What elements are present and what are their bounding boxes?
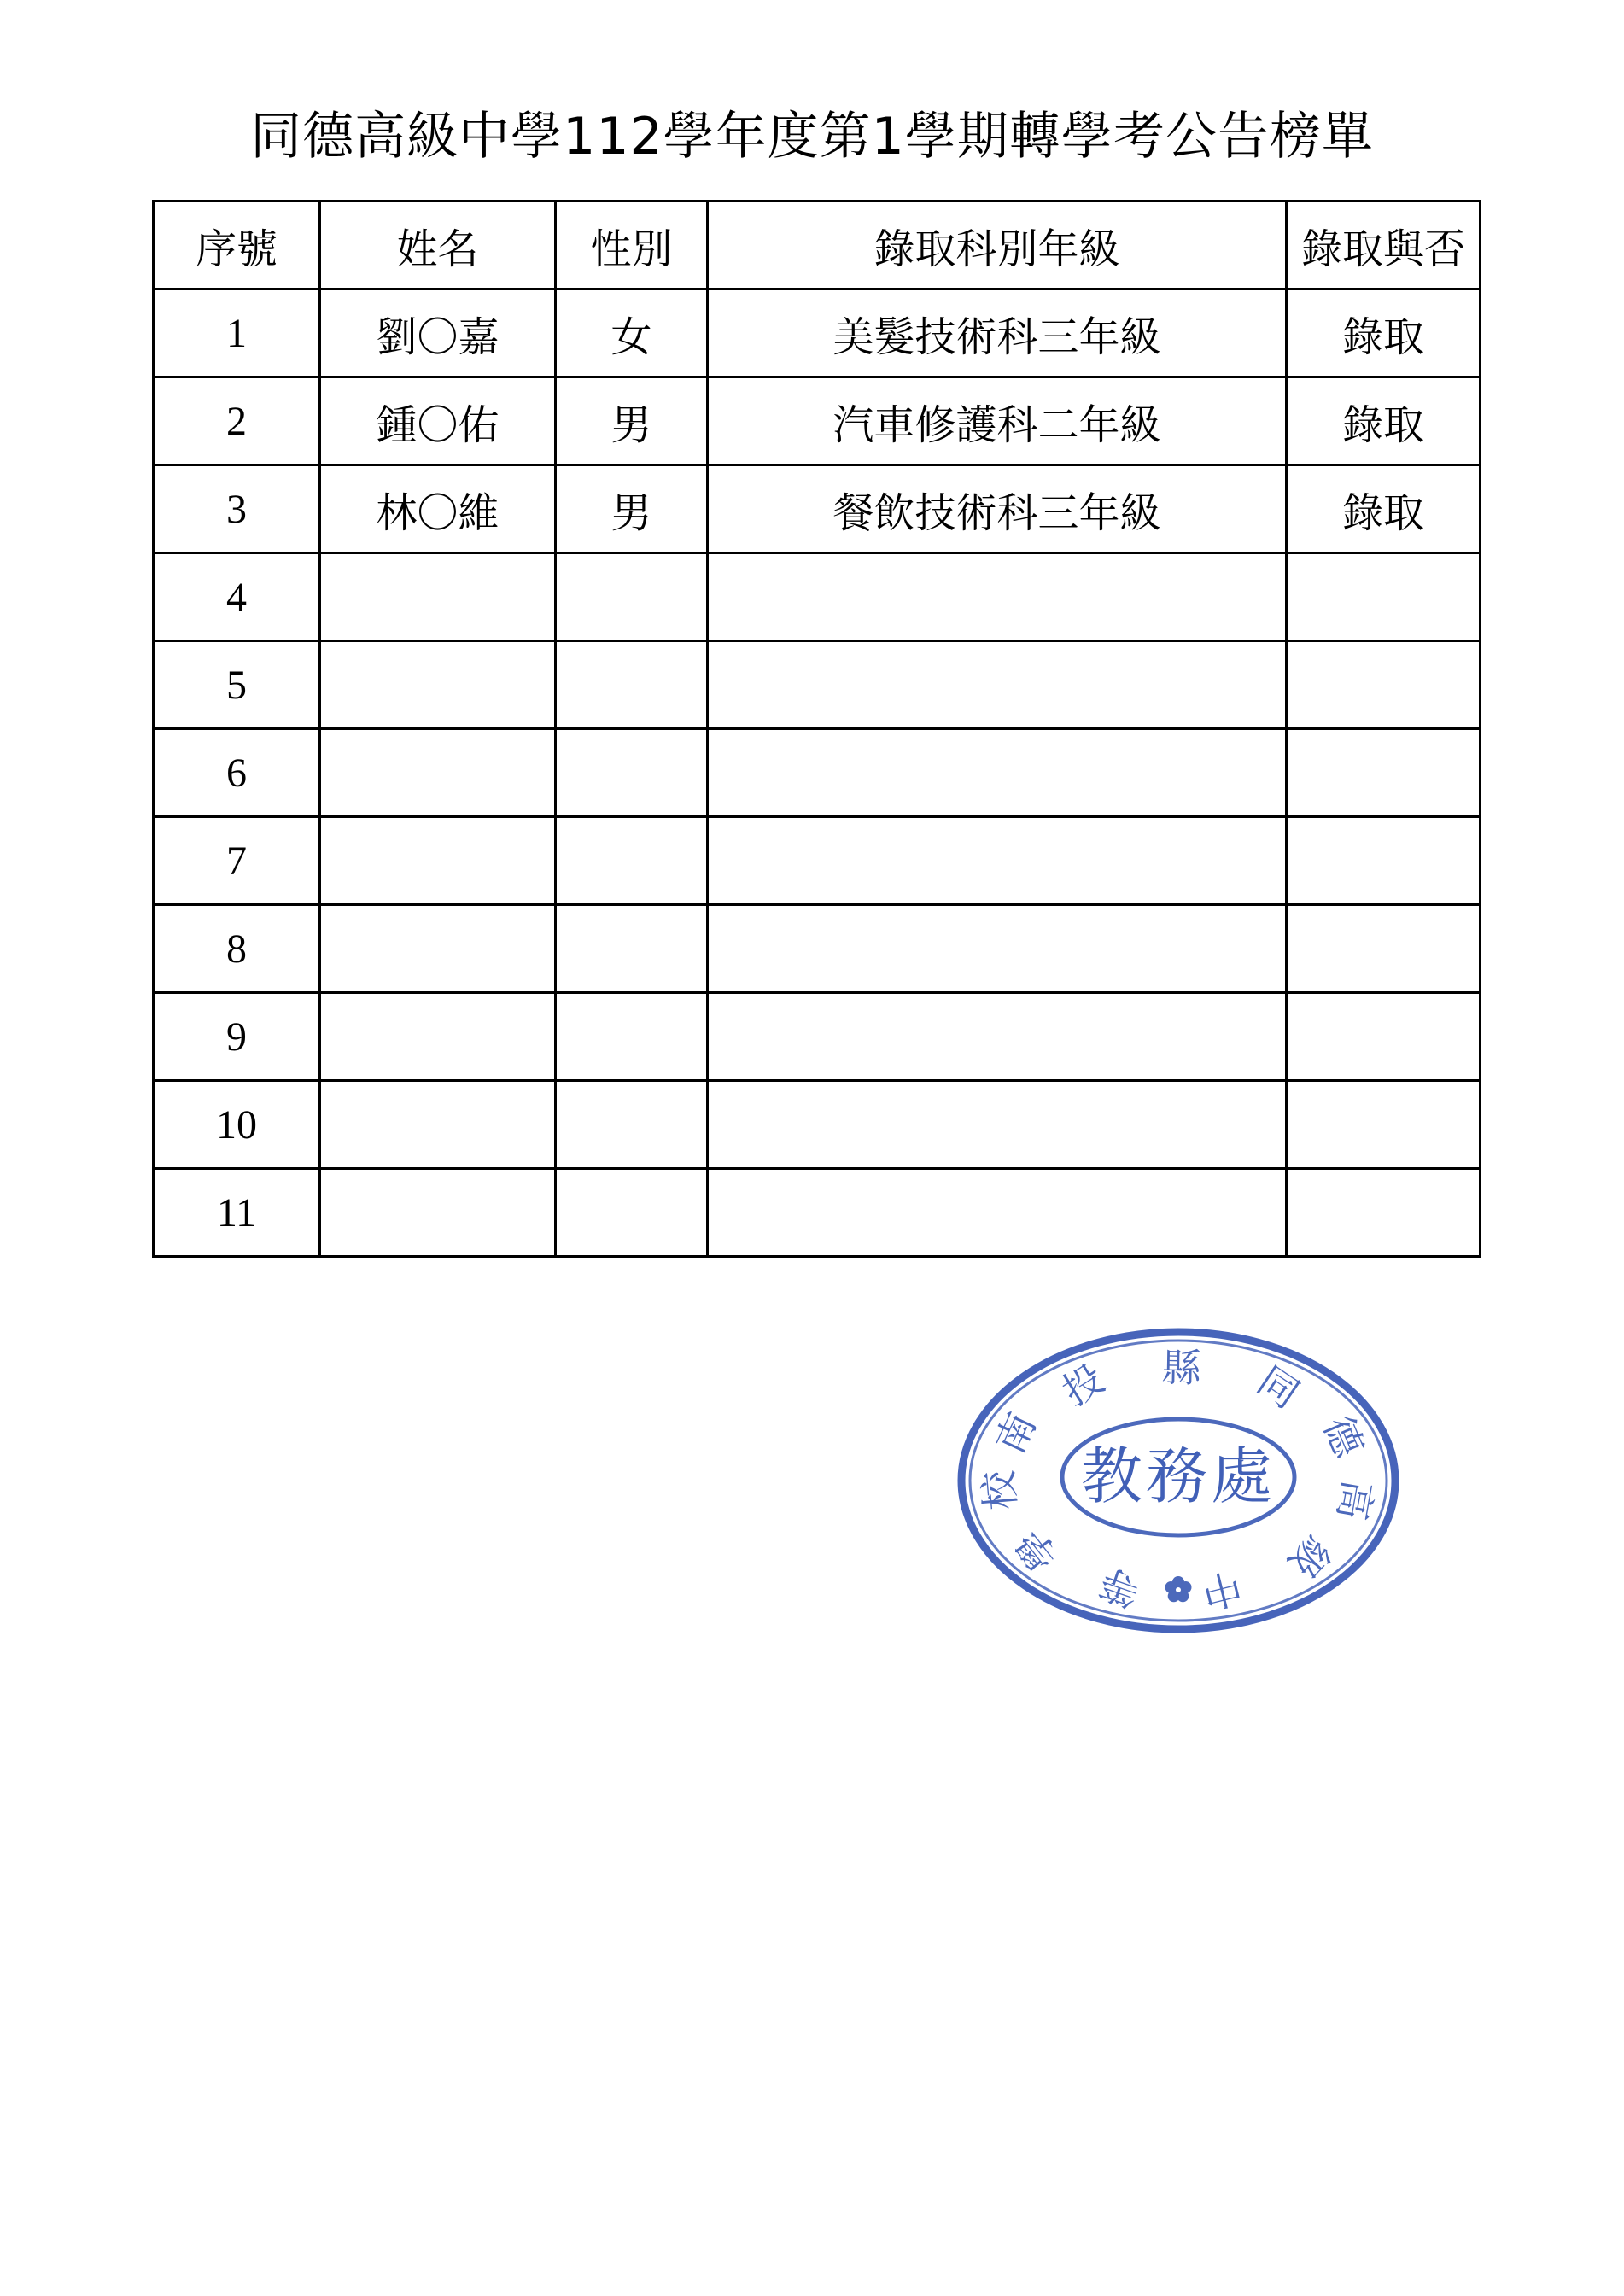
row-result	[1287, 993, 1481, 1081]
row-number: 4	[154, 553, 320, 641]
row-number: 5	[154, 641, 320, 729]
seal-center-text: 教務處	[1080, 1440, 1276, 1512]
row-result	[1287, 729, 1481, 817]
row-program: 美髮技術科三年級	[708, 289, 1287, 377]
table-row	[154, 993, 1481, 1081]
row-name	[320, 1081, 556, 1169]
row-program: 汽車修護科二年級	[708, 377, 1287, 465]
row-number: 7	[154, 817, 320, 905]
row-gender	[556, 817, 708, 905]
seal-ring-char: 等	[1094, 1558, 1147, 1615]
seal-ring-char: 同	[1249, 1357, 1308, 1417]
row-result	[1287, 641, 1481, 729]
row-program	[708, 641, 1287, 729]
row-number: 9	[154, 993, 320, 1081]
row-name	[320, 1169, 556, 1257]
row-gender	[556, 729, 708, 817]
row-gender: 男	[556, 465, 708, 553]
row-gender	[556, 1081, 708, 1169]
row-name	[320, 553, 556, 641]
row-name: 林〇維	[320, 465, 556, 553]
row-result	[1287, 1169, 1481, 1257]
seal-ring-char: 縣	[1161, 1344, 1202, 1392]
row-program	[708, 729, 1287, 817]
seal-ring-char: 德	[1314, 1409, 1373, 1464]
row-result	[1287, 553, 1481, 641]
row-name	[320, 729, 556, 817]
row-number: 3	[154, 465, 320, 553]
row-gender: 女	[556, 289, 708, 377]
row-name	[320, 641, 556, 729]
seal-ring-char: 中	[1196, 1563, 1247, 1617]
table-row	[154, 729, 1481, 817]
row-number: 8	[154, 905, 320, 993]
row-name: 劉〇嘉	[320, 289, 556, 377]
row-result: 錄取	[1287, 377, 1481, 465]
row-result: 錄取	[1287, 465, 1481, 553]
table-row	[154, 553, 1481, 641]
row-gender	[556, 641, 708, 729]
row-program	[708, 993, 1287, 1081]
row-number: 11	[154, 1169, 320, 1257]
seal-ring-char: 級	[1279, 1527, 1341, 1588]
page-title: 同德高級中學112學年度第1學期轉學考公告榜單	[250, 107, 1374, 167]
seal-ring-char: 學	[1007, 1520, 1067, 1580]
table-row	[154, 641, 1481, 729]
row-result	[1287, 817, 1481, 905]
table-header-row	[154, 202, 1481, 289]
table-row	[154, 905, 1481, 993]
seal-ring-char: 校	[974, 1469, 1025, 1512]
row-name: 鍾〇佑	[320, 377, 556, 465]
row-program	[708, 1081, 1287, 1169]
row-number: 1	[154, 289, 320, 377]
admission-table	[152, 200, 1481, 1258]
row-gender	[556, 993, 708, 1081]
row-gender	[556, 1169, 708, 1257]
row-result	[1287, 1081, 1481, 1169]
header-cell-name: 姓名	[320, 202, 556, 289]
table-row	[154, 1081, 1481, 1169]
plum-blossom-icon	[1165, 1576, 1192, 1602]
table-row	[154, 1169, 1481, 1257]
row-number: 10	[154, 1081, 320, 1169]
row-result	[1287, 905, 1481, 993]
seal-ring-char: 南	[986, 1405, 1045, 1461]
row-program	[708, 1169, 1287, 1257]
seal-ring-char: 投	[1054, 1355, 1113, 1416]
row-name	[320, 905, 556, 993]
row-number: 6	[154, 729, 320, 817]
row-program	[708, 905, 1287, 993]
row-program	[708, 817, 1287, 905]
header-cell-gender: 性別	[556, 202, 708, 289]
office-seal-stamp	[955, 1325, 1402, 1636]
row-number: 2	[154, 377, 320, 465]
row-name	[320, 993, 556, 1081]
header-cell-number: 序號	[154, 202, 320, 289]
header-cell-program: 錄取科別年級	[708, 202, 1287, 289]
table-row	[154, 289, 1481, 377]
row-gender	[556, 553, 708, 641]
row-program: 餐飲技術科三年級	[708, 465, 1287, 553]
table-row	[154, 465, 1481, 553]
seal-ring-char: 高	[1329, 1476, 1382, 1524]
table-row	[154, 817, 1481, 905]
row-gender: 男	[556, 377, 708, 465]
row-program	[708, 553, 1287, 641]
row-name	[320, 817, 556, 905]
table-row	[154, 377, 1481, 465]
header-cell-result: 錄取與否	[1287, 202, 1481, 289]
row-result: 錄取	[1287, 289, 1481, 377]
row-gender	[556, 905, 708, 993]
